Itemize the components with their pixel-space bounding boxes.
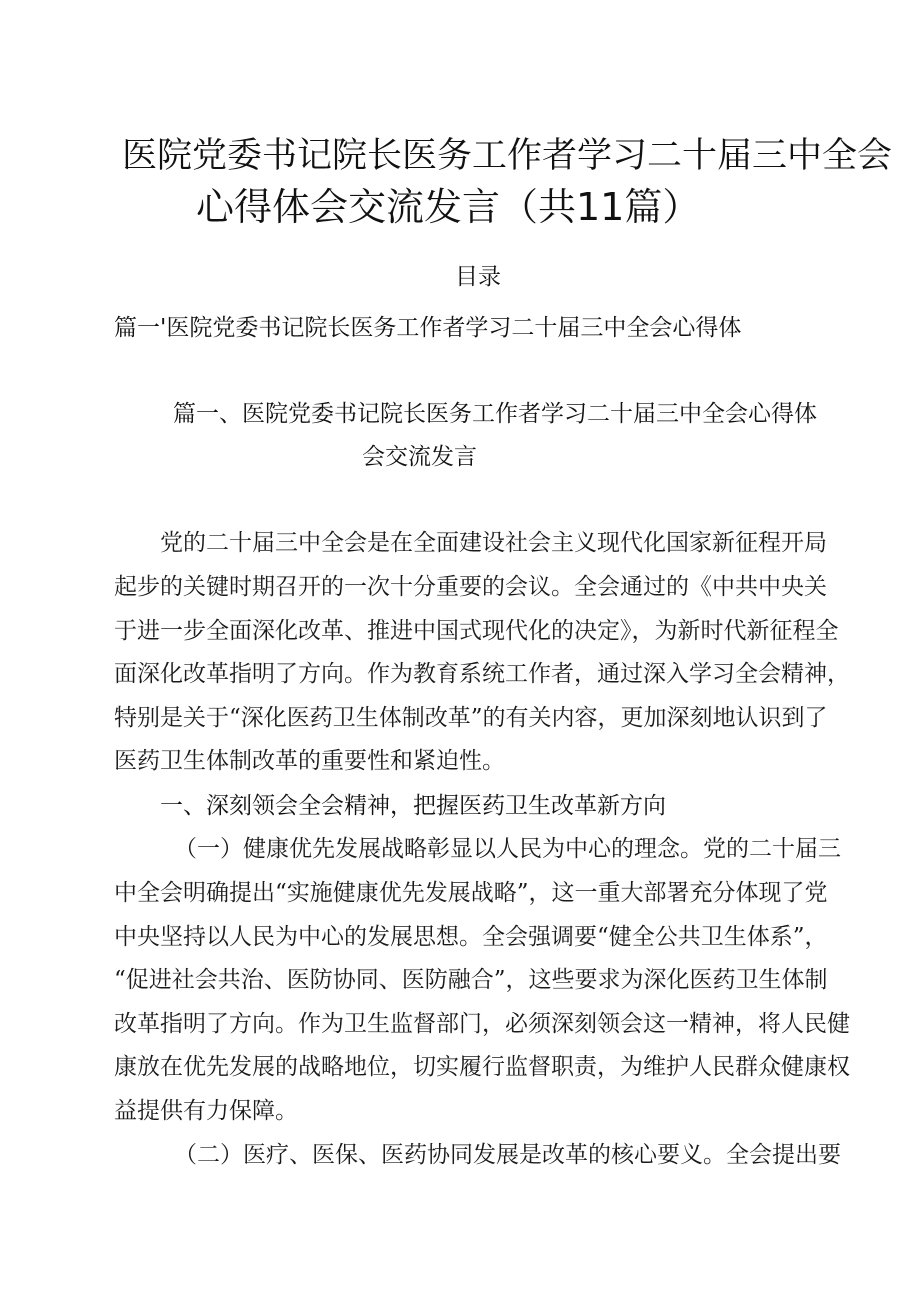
paragraph-1-line-2: 起步的关键时期召开的一次十分重要的会议。全会通过的《中共中央关: [114, 574, 827, 600]
paragraph-1-line-5: 特别是关于“深化医药卫生体制改革”的有关内容，更加深刻地认识到了: [114, 705, 828, 731]
paragraph-2-line-1: （一）健康优先发展战略彰显以人民为中心的理念。党的二十届三: [174, 836, 841, 862]
paragraph-1-line-1: 党的二十届三中全会是在全面建设社会主义现代化国家新征程开局: [160, 530, 827, 556]
doc-title-line-2: 心得体会交流发言（共11篇）: [196, 185, 701, 229]
paragraph-2-line-4: “促进社会共治、医防协同、医防融合”，这些要求为深化医药卫生体制: [114, 967, 828, 993]
section-1-heading: 一、深刻领会全会精神，把握医药卫生改革新方向: [160, 793, 666, 819]
paragraph-2-line-3: 中央坚持以人民为中心的发展思想。全会强调要“健全公共卫生体系”，: [114, 924, 828, 950]
toc-item-1[interactable]: 篇一'医院党委书记院长医务工作者学习二十届三中全会心得体: [114, 315, 742, 341]
doc-title-line-1: 医院党委书记院长医务工作者学习二十届三中全会: [122, 136, 893, 176]
paragraph-2-line-5: 改革指明了方向。作为卫生监督部门，必须深刻领会这一精神，将人民健: [114, 1011, 850, 1037]
paragraph-1-line-3: 于进一步全面深化改革、推进中国式现代化的决定》，为新时代新征程全: [114, 618, 839, 644]
paragraph-3-line-1: （二）医疗、医保、医药协同发展是改革的核心要义。全会提出要: [174, 1142, 841, 1168]
paragraph-2-line-6: 康放在优先发展的战略地位，切实履行监督职责，为维护人民群众健康权: [114, 1054, 850, 1080]
article-title-line-1: 篇一、医院党委书记院长医务工作者学习二十届三中全会心得体: [173, 401, 817, 427]
paragraph-2-line-2: 中全会明确提出“实施健康优先发展战略”，这一重大部署充分体现了党: [114, 880, 828, 906]
toc-heading: 目录: [455, 264, 501, 290]
paragraph-1-line-4: 面深化改革指明了方向。作为教育系统工作者，通过深入学习全会精神，: [114, 661, 850, 687]
paragraph-1-line-6: 医药卫生体制改革的重要性和紧迫性。: [114, 748, 505, 774]
article-title-line-2: 会交流发言: [362, 444, 477, 470]
paragraph-2-line-7: 益提供有力保障。: [114, 1098, 298, 1124]
